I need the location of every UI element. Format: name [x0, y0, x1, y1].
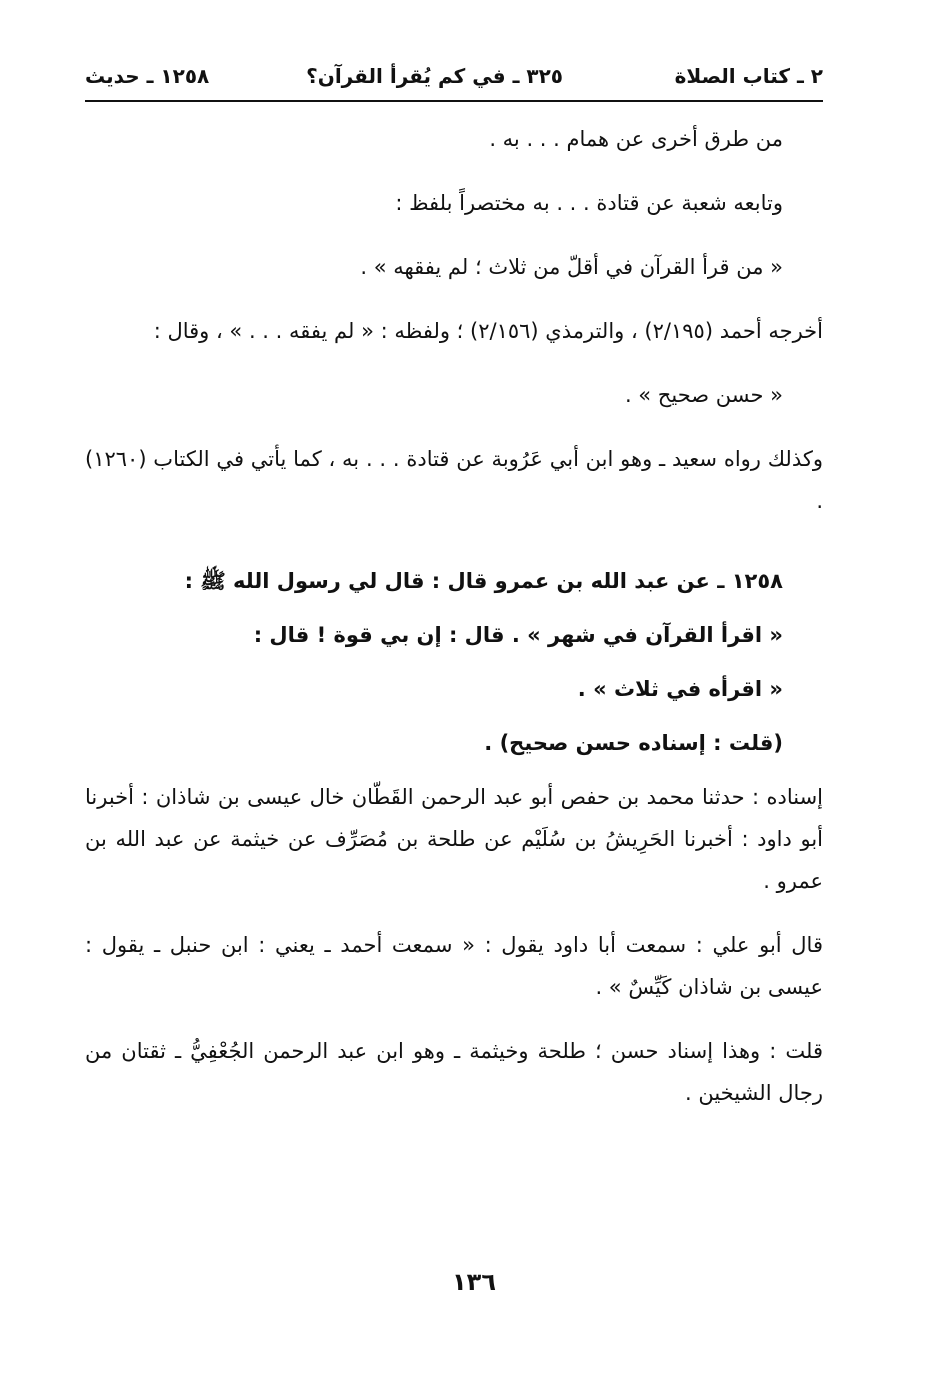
page-number: ١٣٦: [452, 1268, 496, 1296]
paragraph-4: أخرجه أحمد (٢/١٩٥) ، والترمذي (٢/١٥٦) ؛ ولفظه : « لم يفقه . . . » ، وقال :: [153, 319, 823, 343]
header-rule: [85, 100, 823, 102]
header-section: ٣٢٥ ـ في كم يُقرأ القرآن؟: [306, 64, 563, 88]
commentary-paragraph: قلت : وهذا إسناد حسن ؛ طلحة وخيثمة ـ وهو ابن عبد الرحمن الجُعْفِيُّ ـ ثقتان من رجال الشيخين .: [85, 1039, 823, 1105]
paragraph-5: « حسن صحيح » .: [624, 383, 783, 407]
paragraph-6: وكذلك رواه سعيد ـ وهو ابن أبي عَرُوبة عن قتادة . . . به ، كما يأتي في الكتاب (١٢٦٠) .: [85, 447, 823, 513]
header-hadith-number: ١٢٥٨ ـ حديث: [85, 64, 210, 88]
running-header: [85, 60, 823, 100]
paragraph-1: من طرق أخرى عن همام . . . به .: [489, 127, 783, 151]
hadith-grading: (قلت : إسناده حسن صحيح) .: [484, 731, 783, 755]
page-body: [85, 118, 823, 1136]
hadith-text-line-1: ١٢٥٨ ـ عن عبد الله بن عمرو قال : قال لي رسول الله ﷺ :: [184, 569, 783, 593]
isnad-paragraph: إسناده : حدثنا محمد بن حفص أبو عبد الرحمن القَطّان خال عيسى بن شاذان : أخبرنا أبو داود : أخبرنا الحَرِيشُ بن سُلَيْم عن طلحة بن مُصَرِّف عن خيثمة عن عبد الله بن عمرو .: [85, 785, 823, 893]
hadith-text-line-2: « اقرأ القرآن في شهر » . قال : إن بي قوة ! قال :: [253, 623, 783, 647]
paragraph-3: « من قرأ القرآن في أقلّ من ثلاث ؛ لم يفقهه » .: [360, 255, 783, 279]
header-chapter: ٢ ـ كتاب الصلاة: [674, 64, 823, 88]
abu-ali-paragraph: قال أبو علي : سمعت أبا داود يقول : « سمعت أحمد ـ يعني : ابن حنبل ـ يقول : عيسى بن شاذان كَيِّسٌ » .: [85, 933, 823, 999]
paragraph-2: وتابعه شعبة عن قتادة . . . به مختصراً بلفظ :: [395, 191, 783, 215]
hadith-text-line-3: « اقرأه في ثلاث » .: [577, 677, 783, 701]
